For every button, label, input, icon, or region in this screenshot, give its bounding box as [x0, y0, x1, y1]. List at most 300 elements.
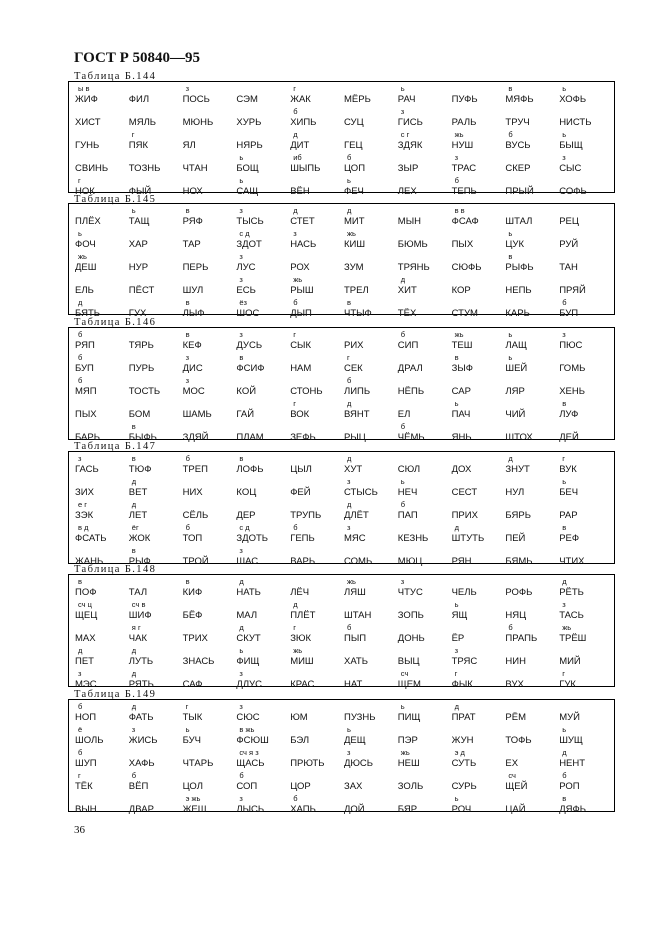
word-cell — [503, 330, 557, 353]
superscript-mark: з — [346, 748, 351, 757]
word-cell — [342, 771, 396, 794]
syllable-word: ЧТЫФ — [343, 308, 372, 319]
word-cell — [234, 176, 288, 199]
word-cell — [557, 771, 611, 794]
syllable-word: ЖУН — [451, 735, 474, 746]
superscript-mark: д — [346, 206, 352, 215]
syllable-word: ЗНУТ — [505, 464, 530, 475]
word-cell — [396, 130, 450, 153]
superscript-mark: ь — [454, 794, 459, 803]
word-cell — [503, 600, 557, 623]
syllable-word: РИХ — [343, 340, 364, 351]
syllable-word: ПРЫЙ — [505, 186, 534, 197]
syllable-word: ТРЯС — [451, 656, 478, 667]
word-cell — [181, 399, 235, 422]
syllable-word: ТОП — [182, 533, 203, 544]
superscript-mark: в — [131, 422, 136, 431]
syllable-word: СУЦ — [343, 117, 364, 128]
superscript-mark: з — [239, 794, 243, 803]
word-cell — [127, 130, 181, 153]
superscript-mark: з — [346, 477, 351, 486]
superscript-mark: в — [562, 794, 567, 803]
word-cell — [503, 399, 557, 422]
word-cell — [557, 600, 611, 623]
word-cell — [234, 702, 288, 725]
word-cell — [234, 376, 288, 399]
word-cell — [181, 523, 235, 546]
word-cell — [342, 130, 396, 153]
superscript-mark: сч в — [131, 600, 146, 609]
syllable-word: ЗДЯЙ — [182, 432, 209, 443]
word-cell — [450, 725, 504, 748]
syllable-word: МЯФЬ — [505, 94, 534, 105]
superscript-mark: в — [562, 399, 567, 408]
syllable-word: ПЫХ — [75, 409, 97, 420]
word-cell — [288, 623, 342, 646]
syllable-word: СОФЬ — [559, 186, 587, 197]
word-table — [68, 327, 615, 443]
word-cell — [396, 523, 450, 546]
word-cell — [503, 771, 557, 794]
word-cell — [288, 399, 342, 422]
syllable-word: ДОЙ — [343, 804, 365, 815]
syllable-word: РЫФ — [128, 556, 151, 567]
word-cell — [234, 353, 288, 376]
syllable-word: СОП — [236, 781, 258, 792]
syllable-word: ЧТИХ — [559, 556, 585, 567]
word-cell — [396, 477, 450, 500]
syllable-word: ПУЗНЬ — [343, 712, 376, 723]
syllable-word: ДРАЛ — [397, 363, 423, 374]
superscript-mark: д — [239, 577, 244, 586]
word-cell — [557, 748, 611, 771]
syllable-word: НЕНТ — [559, 758, 586, 769]
syllable-word: БЯТЬ — [75, 308, 101, 319]
syllable-word: ГУК — [559, 679, 576, 690]
syllable-word: РАЛЬ — [451, 117, 477, 128]
syllable-word: НЕШ — [397, 758, 420, 769]
syllable-word: СВИНЬ — [75, 163, 109, 174]
syllable-word: НЯЦ — [505, 610, 527, 621]
superscript-mark: в — [562, 523, 567, 532]
superscript-mark: б — [562, 771, 567, 780]
superscript-mark: з — [239, 702, 243, 711]
word-cell — [450, 546, 504, 569]
superscript-mark: ь — [508, 229, 513, 238]
syllable-word: ЗНАСЬ — [182, 656, 215, 667]
word-cell — [396, 298, 450, 321]
word-cell — [396, 546, 450, 569]
word-cell — [127, 523, 181, 546]
superscript-mark: в — [78, 577, 82, 586]
word-cell — [181, 330, 235, 353]
word-cell — [288, 229, 342, 252]
syllable-word: БУП — [75, 363, 94, 374]
word-cell — [396, 252, 450, 275]
syllable-word: РЯП — [75, 340, 95, 351]
syllable-word: ПЫХ — [451, 239, 474, 250]
superscript-mark: з — [400, 577, 405, 586]
syllable-word: ДЯФЬ — [559, 804, 586, 815]
word-cell — [288, 771, 342, 794]
word-cell — [234, 275, 288, 298]
superscript-mark: б — [293, 107, 298, 116]
syllable-word: ВУК — [559, 464, 577, 475]
superscript-mark: б — [562, 298, 567, 307]
word-cell — [73, 500, 127, 523]
word-cell — [127, 477, 181, 500]
superscript-mark: ь — [454, 399, 459, 408]
superscript-mark: жь — [78, 252, 87, 261]
superscript-mark: с г — [400, 130, 410, 139]
word-cell — [396, 353, 450, 376]
syllable-word: ЛАЩ — [505, 340, 527, 351]
syllable-word: ЖАК — [290, 94, 311, 105]
superscript-mark: г — [78, 771, 81, 780]
word-cell — [127, 725, 181, 748]
syllable-word: ЛУТЬ — [128, 656, 154, 667]
syllable-word: ДУСЬ — [236, 340, 263, 351]
superscript-mark: жь — [293, 646, 303, 655]
superscript-mark: б — [131, 771, 137, 780]
syllable-word: РЯФ — [182, 216, 203, 227]
word-cell — [450, 422, 504, 445]
word-cell — [127, 84, 181, 107]
superscript-mark: д — [562, 577, 567, 586]
word-cell — [342, 107, 396, 130]
syllable-word: ЛЫФ — [182, 308, 205, 319]
word-cell — [73, 454, 127, 477]
syllable-word: НЯРЬ — [236, 140, 263, 151]
syllable-word: ЕЛ — [397, 409, 411, 420]
word-cell — [181, 130, 235, 153]
syllable-word: ЖИСЬ — [128, 735, 158, 746]
word-cell — [557, 298, 611, 321]
syllable-word: ПЫП — [343, 633, 367, 644]
word-cell — [396, 376, 450, 399]
superscript-mark: б — [293, 298, 298, 307]
syllable-word: СКУТ — [236, 633, 261, 644]
superscript-mark: д — [78, 298, 83, 307]
word-cell — [503, 84, 557, 107]
superscript-mark: ь — [239, 176, 244, 185]
superscript-mark: ёз — [239, 298, 248, 307]
syllable-word: ФЫК — [451, 679, 473, 690]
syllable-word: ПЕРЬ — [182, 262, 209, 273]
word-cell — [288, 748, 342, 771]
superscript-mark: з — [239, 275, 243, 284]
syllable-word: ТЫК — [182, 712, 203, 723]
syllable-word: ДЛУС — [236, 679, 262, 690]
word-cell — [288, 702, 342, 725]
syllable-word: РЁМ — [505, 712, 526, 723]
superscript-mark: в — [239, 353, 244, 362]
word-cell — [557, 376, 611, 399]
word-cell — [73, 353, 127, 376]
syllable-word: ЩАСЬ — [236, 758, 265, 769]
word-grid — [69, 452, 614, 569]
syllable-word: ПУФЬ — [451, 94, 478, 105]
syllable-word: ЛЕТ — [128, 510, 148, 521]
syllable-word: ФОЧ — [75, 239, 96, 250]
syllable-word: ВЫЦ — [397, 656, 420, 667]
word-cell — [73, 477, 127, 500]
superscript-mark: г — [131, 130, 135, 139]
syllable-word: НИХ — [182, 487, 203, 498]
syllable-word: ШУП — [75, 758, 97, 769]
superscript-mark: з — [562, 153, 566, 162]
syllable-word: ПИЩ — [397, 712, 421, 723]
word-cell — [450, 153, 504, 176]
syllable-word: НУЛ — [505, 487, 525, 498]
syllable-word: ДЕШ — [75, 262, 97, 273]
syllable-word: ГОМЬ — [559, 363, 586, 374]
superscript-mark: з — [454, 153, 459, 162]
word-cell — [450, 794, 504, 817]
syllable-word: МИЙ — [559, 656, 581, 667]
superscript-mark: д — [454, 523, 459, 532]
word-cell — [288, 669, 342, 692]
word-cell — [450, 500, 504, 523]
word-cell — [396, 399, 450, 422]
superscript-mark: жь — [400, 748, 410, 757]
word-cell — [557, 206, 611, 229]
word-cell — [234, 771, 288, 794]
superscript-mark: б — [508, 623, 513, 632]
syllable-word: СЮЛ — [397, 464, 421, 475]
word-cell — [450, 275, 504, 298]
word-cell — [342, 454, 396, 477]
word-cell — [181, 454, 235, 477]
word-cell — [288, 376, 342, 399]
word-cell — [557, 176, 611, 199]
superscript-mark: д — [293, 206, 298, 215]
syllable-word: ПОСЬ — [182, 94, 210, 105]
syllable-word: ВОК — [290, 409, 310, 420]
syllable-word: РОП — [559, 781, 580, 792]
word-cell — [450, 130, 504, 153]
word-cell — [450, 669, 504, 692]
syllable-word: ШАМЬ — [182, 409, 212, 420]
word-cell — [342, 298, 396, 321]
syllable-word: ЗЮК — [290, 633, 312, 644]
word-cell — [396, 229, 450, 252]
word-cell — [73, 748, 127, 771]
syllable-word: МЯС — [343, 533, 366, 544]
syllable-word: ЮМ — [290, 712, 308, 723]
superscript-mark: б — [239, 771, 244, 780]
word-cell — [73, 771, 127, 794]
superscript-mark: г — [78, 176, 81, 185]
superscript-mark: ь — [346, 725, 351, 734]
word-cell — [450, 399, 504, 422]
syllable-word: ЗЕФЬ — [290, 432, 316, 443]
word-cell — [127, 376, 181, 399]
syllable-word: ТАСЬ — [559, 610, 584, 621]
superscript-mark: б — [185, 454, 190, 463]
syllable-word: ШЕЙ — [505, 363, 528, 374]
syllable-word: СЮС — [236, 712, 260, 723]
word-cell — [342, 229, 396, 252]
table-title: Таблица Б.144 — [74, 71, 157, 82]
syllable-word: ПЕТ — [75, 656, 94, 667]
syllable-word: РЕФ — [559, 533, 580, 544]
syllable-word: ШЫПЬ — [290, 163, 321, 174]
superscript-mark: ь — [239, 646, 244, 655]
syllable-word: СЁЛЬ — [182, 510, 209, 521]
word-cell — [288, 794, 342, 817]
word-cell — [503, 646, 557, 669]
syllable-word: ХАФЬ — [128, 758, 155, 769]
word-cell — [73, 702, 127, 725]
syllable-word: ТОЗНЬ — [128, 163, 161, 174]
word-cell — [342, 523, 396, 546]
word-cell — [450, 646, 504, 669]
word-cell — [288, 330, 342, 353]
syllable-word: СТУМ — [451, 308, 478, 319]
superscript-mark: сч я з — [239, 748, 259, 757]
superscript-mark: в — [508, 84, 513, 93]
superscript-mark: д — [346, 454, 352, 463]
syllable-word: СИП — [397, 340, 419, 351]
syllable-word: ЧТУС — [397, 587, 423, 598]
superscript-mark: в — [131, 454, 136, 463]
word-cell — [503, 107, 557, 130]
document-header: ГОСТ Р 50840—95 — [74, 50, 201, 66]
word-cell — [127, 330, 181, 353]
syllable-word: ЧЕЛЬ — [451, 587, 477, 598]
word-cell — [234, 84, 288, 107]
superscript-mark: д — [293, 130, 298, 139]
table-title: Таблица Б.147 — [74, 441, 157, 452]
syllable-word: ХУРЬ — [236, 117, 262, 128]
syllable-word: НЁПЬ — [397, 386, 425, 397]
superscript-mark: з — [454, 646, 459, 655]
syllable-word: ГУНЬ — [75, 140, 100, 151]
word-cell — [73, 84, 127, 107]
superscript-mark: г — [346, 353, 350, 362]
word-cell — [234, 669, 288, 692]
word-cell — [342, 546, 396, 569]
syllable-word: ТРЯНЬ — [397, 262, 430, 273]
syllable-word: ЖИФ — [75, 94, 98, 105]
word-cell — [396, 748, 450, 771]
superscript-mark: в — [185, 206, 190, 215]
word-cell — [73, 577, 127, 600]
word-cell — [288, 176, 342, 199]
syllable-word: ТРАС — [451, 163, 477, 174]
syllable-word: ФЕЧ — [343, 186, 364, 197]
syllable-word: ЖОК — [128, 533, 151, 544]
word-cell — [127, 771, 181, 794]
word-cell — [557, 646, 611, 669]
word-cell — [503, 669, 557, 692]
syllable-word: ХОФЬ — [559, 94, 587, 105]
superscript-mark: ь — [400, 84, 405, 93]
syllable-word: САР — [451, 386, 471, 397]
superscript-mark: з — [78, 669, 82, 678]
syllable-word: ФСАТЬ — [75, 533, 107, 544]
word-cell — [288, 107, 342, 130]
syllable-word: ЛУС — [236, 262, 256, 273]
word-cell — [450, 623, 504, 646]
syllable-word: ДЕЩ — [343, 735, 366, 746]
syllable-word: ТРУПЬ — [290, 510, 322, 521]
syllable-word: ФИЩ — [236, 656, 260, 667]
superscript-mark: д — [454, 702, 459, 711]
syllable-word: ШТОХ — [505, 432, 533, 443]
superscript-mark: д — [400, 275, 406, 284]
syllable-word: ШИФ — [128, 610, 152, 621]
word-grid — [69, 700, 614, 817]
syllable-word: ХАР — [128, 239, 148, 250]
word-cell — [342, 422, 396, 445]
syllable-word: НАТ — [343, 679, 363, 690]
syllable-word: ТРИХ — [182, 633, 208, 644]
syllable-word: ЁР — [451, 633, 465, 644]
word-cell — [288, 454, 342, 477]
syllable-word: ЧЁМЬ — [397, 432, 425, 443]
superscript-mark: в — [346, 298, 351, 307]
superscript-mark: э жь — [185, 794, 201, 803]
syllable-word: САЩ — [236, 186, 259, 197]
word-cell — [181, 353, 235, 376]
superscript-mark: сч ц — [78, 600, 92, 609]
word-cell — [234, 454, 288, 477]
superscript-mark: б — [346, 376, 352, 385]
syllable-word: ПЛАМ — [236, 432, 264, 443]
superscript-mark: г — [293, 330, 296, 339]
superscript-mark: жь — [562, 623, 572, 632]
superscript-mark: з — [239, 669, 243, 678]
syllable-word: ПРАТ — [451, 712, 476, 723]
syllable-word: ЦОЛ — [182, 781, 203, 792]
syllable-word: ЗОПЬ — [397, 610, 424, 621]
table-title: Таблица Б.148 — [74, 564, 157, 575]
superscript-mark: в жь — [239, 725, 255, 734]
syllable-word: ШТАЛ — [505, 216, 533, 227]
superscript-mark: з — [562, 600, 566, 609]
superscript-mark: б — [346, 153, 352, 162]
word-cell — [181, 229, 235, 252]
superscript-mark: д — [508, 454, 513, 463]
word-cell — [127, 748, 181, 771]
word-cell — [181, 600, 235, 623]
word-cell — [73, 376, 127, 399]
word-cell — [181, 176, 235, 199]
syllable-word: ХАТЬ — [343, 656, 368, 667]
superscript-mark: г — [454, 669, 458, 678]
superscript-mark: в — [185, 577, 190, 586]
syllable-word: ЗДОТ — [236, 239, 262, 250]
syllable-word: РЯН — [451, 556, 472, 567]
syllable-word: ЗДЯК — [397, 140, 423, 151]
word-cell — [127, 229, 181, 252]
syllable-word: ЗЫФ — [451, 363, 473, 374]
syllable-word: КАРЬ — [505, 308, 530, 319]
superscript-mark: г — [562, 669, 565, 678]
syllable-word: ПЛЁХ — [75, 216, 101, 227]
superscript-mark: э д — [454, 748, 465, 757]
word-cell — [127, 454, 181, 477]
word-cell — [557, 153, 611, 176]
word-cell — [503, 500, 557, 523]
word-cell — [288, 275, 342, 298]
superscript-mark: б — [508, 130, 513, 139]
word-cell — [557, 275, 611, 298]
syllable-word: РЫШ — [290, 285, 314, 296]
syllable-word: ЛУФ — [559, 409, 579, 420]
